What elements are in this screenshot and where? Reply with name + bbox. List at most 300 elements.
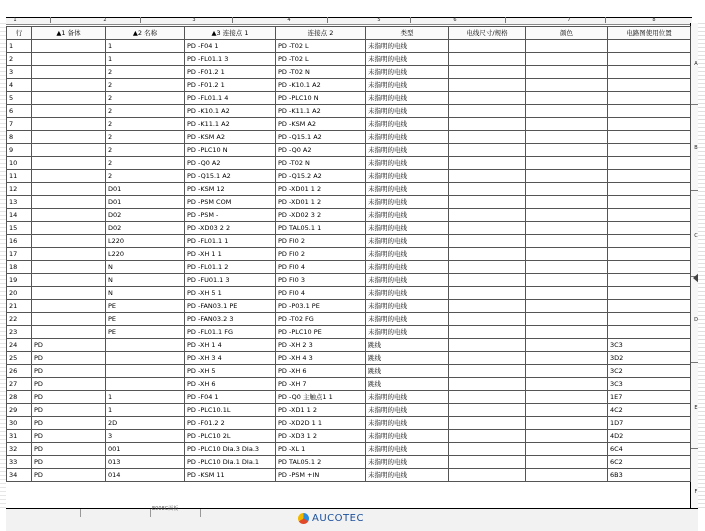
row-number-cell: 27 (7, 378, 32, 391)
table-row[interactable] (7, 430, 691, 443)
wire-list-table (6, 26, 691, 482)
color-cell (526, 417, 608, 430)
row-number-cell: 17 (7, 248, 32, 261)
color-cell (526, 352, 608, 365)
endpoint-1-cell: PD -XH 6 (185, 378, 276, 391)
endpoint-2-cell: PD TAL05.1 2 (276, 456, 366, 469)
table-row[interactable] (7, 391, 691, 404)
row-number-cell: 34 (7, 469, 32, 482)
device-cell (32, 261, 106, 274)
color-cell (526, 300, 608, 313)
device-cell: PD (32, 430, 106, 443)
title-block-label: E008C面板 (152, 506, 179, 512)
row-number-cell: 15 (7, 222, 32, 235)
endpoint-1-cell: PD -F01.2 2 (185, 417, 276, 430)
color-cell (526, 443, 608, 456)
diagram-location-cell (608, 131, 691, 144)
header-diagram-location: 电路图使用位置 (608, 27, 691, 40)
type-cell: 未指明的电线 (366, 430, 449, 443)
wire-size-cell (449, 339, 526, 352)
header-name: ▲2 名称 (106, 27, 185, 40)
row-zone-tick (690, 104, 698, 105)
type-cell: 未指明的电线 (366, 287, 449, 300)
header-endpoint-2: 连接点 2 (276, 27, 366, 40)
endpoint-1-cell: PD -FL01.1 3 (185, 53, 276, 66)
endpoint-1-cell: PD -Q0 A2 (185, 157, 276, 170)
wire-size-cell (449, 430, 526, 443)
endpoint-1-cell: PD -XD03 2 2 (185, 222, 276, 235)
row-number-cell: 10 (7, 157, 32, 170)
name-cell: 014 (106, 469, 185, 482)
name-cell: 2 (106, 157, 185, 170)
name-cell: 2 (106, 92, 185, 105)
row-number-cell: 32 (7, 443, 32, 456)
name-cell: 001 (106, 443, 185, 456)
endpoint-1-cell: PD -F04 1 (185, 40, 276, 53)
name-cell: D01 (106, 196, 185, 209)
endpoint-1-cell: PD -FL01.1 4 (185, 92, 276, 105)
diagram-location-cell (608, 235, 691, 248)
color-cell (526, 79, 608, 92)
name-cell: D01 (106, 183, 185, 196)
wire-size-cell (449, 456, 526, 469)
table-row[interactable] (7, 313, 691, 326)
table-row[interactable] (7, 92, 691, 105)
name-cell: 2 (106, 144, 185, 157)
endpoint-1-cell: PD -PLC10 2L (185, 430, 276, 443)
endpoint-2-cell: PD FI0 3 (276, 274, 366, 287)
table-row[interactable] (7, 40, 691, 53)
row-number-cell: 11 (7, 170, 32, 183)
device-cell (32, 300, 106, 313)
endpoint-1-cell: PD -FU01.1 3 (185, 274, 276, 287)
row-number-cell: 13 (7, 196, 32, 209)
endpoint-2-cell: PD -PSM +IN (276, 469, 366, 482)
name-cell: 2 (106, 105, 185, 118)
color-cell (526, 157, 608, 170)
header-color: 颜色 (526, 27, 608, 40)
type-cell: 未指明的电线 (366, 183, 449, 196)
wire-size-cell (449, 144, 526, 157)
color-cell (526, 274, 608, 287)
device-cell (32, 105, 106, 118)
name-cell (106, 339, 185, 352)
table-row[interactable] (7, 66, 691, 79)
device-cell: PD (32, 365, 106, 378)
endpoint-2-cell: PD -XH 4 3 (276, 352, 366, 365)
type-cell: 未指明的电线 (366, 157, 449, 170)
endpoint-2-cell: PD -T02 N (276, 66, 366, 79)
table-row[interactable] (7, 261, 691, 274)
table-row[interactable] (7, 469, 691, 482)
column-zone-marker: 8 (652, 17, 656, 23)
diagram-location-cell (608, 326, 691, 339)
row-zone-tick (690, 362, 698, 363)
endpoint-2-cell: PD -XD01 1 2 (276, 196, 366, 209)
endpoint-1-cell: PD -PLC10.1L (185, 404, 276, 417)
table-row[interactable] (7, 274, 691, 287)
name-cell: L220 (106, 235, 185, 248)
device-cell (32, 66, 106, 79)
type-cell: 未指明的电线 (366, 274, 449, 287)
diagram-location-cell: 1E7 (608, 391, 691, 404)
type-cell: 未指明的电线 (366, 53, 449, 66)
table-row[interactable] (7, 131, 691, 144)
type-cell: 未指明的电线 (366, 92, 449, 105)
row-number-cell: 19 (7, 274, 32, 287)
type-cell: 未指明的电线 (366, 40, 449, 53)
table-row[interactable] (7, 287, 691, 300)
diagram-location-cell (608, 105, 691, 118)
endpoint-2-cell: PD -XH 7 (276, 378, 366, 391)
row-number-cell: 6 (7, 105, 32, 118)
diagram-location-cell: 4C2 (608, 404, 691, 417)
device-cell (32, 274, 106, 287)
wire-size-cell (449, 365, 526, 378)
endpoint-2-cell: PD -XD3 1 2 (276, 430, 366, 443)
wire-size-cell (449, 443, 526, 456)
endpoint-1-cell: PD -PLC10 N (185, 144, 276, 157)
row-number-cell: 18 (7, 261, 32, 274)
wire-size-cell (449, 261, 526, 274)
table-row[interactable] (7, 144, 691, 157)
row-zone-marker: B (694, 145, 698, 151)
endpoint-2-cell: PD -XH 6 (276, 365, 366, 378)
type-cell: 未指明的电线 (366, 118, 449, 131)
device-cell (32, 118, 106, 131)
device-cell (32, 170, 106, 183)
device-cell (32, 248, 106, 261)
table-row[interactable] (7, 378, 691, 391)
device-cell: PD (32, 456, 106, 469)
endpoint-2-cell: PD -PLC10 N (276, 92, 366, 105)
color-cell (526, 261, 608, 274)
endpoint-2-cell: PD -T02 L (276, 40, 366, 53)
row-number-cell: 4 (7, 79, 32, 92)
diagram-location-cell: 6C2 (608, 456, 691, 469)
color-cell (526, 144, 608, 157)
endpoint-1-cell: PD -PSM COM (185, 196, 276, 209)
row-number-cell: 3 (7, 66, 32, 79)
type-cell: 未指明的电线 (366, 144, 449, 157)
wire-size-cell (449, 157, 526, 170)
endpoint-1-cell: PD -PSM - (185, 209, 276, 222)
diagram-location-cell (608, 261, 691, 274)
diagram-location-cell: 1D7 (608, 417, 691, 430)
diagram-location-cell: 6C4 (608, 443, 691, 456)
table-row[interactable] (7, 196, 691, 209)
type-cell: 跳线 (366, 352, 449, 365)
diagram-location-cell: 3D2 (608, 352, 691, 365)
table-row[interactable] (7, 417, 691, 430)
column-zone-tick (605, 17, 606, 23)
diagram-location-cell (608, 53, 691, 66)
color-cell (526, 287, 608, 300)
diagram-location-cell (608, 300, 691, 313)
type-cell: 未指明的电线 (366, 300, 449, 313)
endpoint-1-cell: PD -KSM A2 (185, 131, 276, 144)
column-zone-marker: 2 (103, 17, 107, 23)
endpoint-1-cell: PD -XH 1 4 (185, 339, 276, 352)
endpoint-1-cell: PD -K11.1 A2 (185, 118, 276, 131)
table-row[interactable] (7, 456, 691, 469)
wire-size-cell (449, 118, 526, 131)
table-row[interactable] (7, 300, 691, 313)
type-cell: 未指明的电线 (366, 222, 449, 235)
row-number-cell: 31 (7, 430, 32, 443)
endpoint-1-cell: PD -KSM 12 (185, 183, 276, 196)
name-cell: 2 (106, 66, 185, 79)
name-cell (106, 352, 185, 365)
wire-size-cell (449, 131, 526, 144)
color-cell (526, 92, 608, 105)
aucotec-logo-icon (298, 513, 309, 524)
color-cell (526, 365, 608, 378)
table-row[interactable] (7, 157, 691, 170)
endpoint-1-cell: PD -K10.1 A2 (185, 105, 276, 118)
color-cell (526, 391, 608, 404)
device-cell (32, 222, 106, 235)
device-cell: PD (32, 378, 106, 391)
device-cell (32, 144, 106, 157)
table-row[interactable] (7, 326, 691, 339)
name-cell: 013 (106, 456, 185, 469)
endpoint-2-cell: PD -Q15.2 A2 (276, 170, 366, 183)
table-row[interactable] (7, 170, 691, 183)
color-cell (526, 469, 608, 482)
device-cell: PD (32, 352, 106, 365)
column-zone-tick (505, 17, 506, 23)
device-cell (32, 40, 106, 53)
endpoint-1-cell: PD -XH 5 (185, 365, 276, 378)
name-cell: 2D (106, 417, 185, 430)
endpoint-2-cell: PD -PLC10 PE (276, 326, 366, 339)
color-cell (526, 430, 608, 443)
type-cell: 未指明的电线 (366, 79, 449, 92)
name-cell: PE (106, 313, 185, 326)
name-cell: 2 (106, 118, 185, 131)
type-cell: 未指明的电线 (366, 105, 449, 118)
aucotec-logo (298, 507, 378, 530)
endpoint-2-cell: PD FI0 2 (276, 235, 366, 248)
endpoint-2-cell: PD FI0 4 (276, 287, 366, 300)
diagram-location-cell: 3C3 (608, 339, 691, 352)
endpoint-1-cell: PD -PLC10 DIa.3 DIa.3 (185, 443, 276, 456)
endpoint-1-cell: PD -PLC10 DIa.1 DIa.1 (185, 456, 276, 469)
name-cell: N (106, 287, 185, 300)
color-cell (526, 209, 608, 222)
type-cell: 未指明的电线 (366, 417, 449, 430)
type-cell: 未指明的电线 (366, 170, 449, 183)
diagram-location-cell (608, 313, 691, 326)
color-cell (526, 118, 608, 131)
row-number-cell: 26 (7, 365, 32, 378)
wire-size-cell (449, 40, 526, 53)
device-cell (32, 131, 106, 144)
name-cell: D02 (106, 222, 185, 235)
type-cell: 未指明的电线 (366, 131, 449, 144)
header-endpoint-1: ▲3 连接点 1 (185, 27, 276, 40)
table-row[interactable] (7, 339, 691, 352)
endpoint-2-cell: PD -T02 L (276, 53, 366, 66)
wire-size-cell (449, 92, 526, 105)
type-cell: 跳线 (366, 339, 449, 352)
table-row[interactable] (7, 404, 691, 417)
row-zone-tick (690, 190, 698, 191)
type-cell: 未指明的电线 (366, 235, 449, 248)
row-zone-marker: F (694, 489, 698, 495)
type-cell: 未指明的电线 (366, 248, 449, 261)
wire-size-cell (449, 248, 526, 261)
color-cell (526, 183, 608, 196)
name-cell: 1 (106, 40, 185, 53)
table-row[interactable] (7, 443, 691, 456)
type-cell: 未指明的电线 (366, 391, 449, 404)
type-cell: 未指明的电线 (366, 313, 449, 326)
row-number-cell: 30 (7, 417, 32, 430)
table-row[interactable] (7, 352, 691, 365)
name-cell: 1 (106, 53, 185, 66)
table-row[interactable] (7, 209, 691, 222)
header-device: ▲1 备体 (32, 27, 106, 40)
diagram-location-cell (608, 170, 691, 183)
name-cell: D02 (106, 209, 185, 222)
endpoint-2-cell: PD -KSM A2 (276, 118, 366, 131)
column-zone-marker: 4 (287, 17, 291, 23)
wire-size-cell (449, 469, 526, 482)
name-cell (106, 378, 185, 391)
wire-size-cell (449, 391, 526, 404)
color-cell (526, 248, 608, 261)
device-cell (32, 287, 106, 300)
row-number-cell: 7 (7, 118, 32, 131)
name-cell: PE (106, 326, 185, 339)
title-block-cell (40, 509, 81, 517)
aucotec-logo-text: AUCOTEC (312, 513, 364, 524)
table-row[interactable] (7, 105, 691, 118)
color-cell (526, 326, 608, 339)
column-zone-tick (410, 17, 411, 23)
table-row[interactable] (7, 118, 691, 131)
device-cell (32, 79, 106, 92)
device-cell (32, 326, 106, 339)
diagram-location-cell (608, 79, 691, 92)
device-cell (32, 183, 106, 196)
device-cell: PD (32, 443, 106, 456)
color-cell (526, 313, 608, 326)
table-row[interactable] (7, 365, 691, 378)
color-cell (526, 40, 608, 53)
wire-size-cell (449, 326, 526, 339)
wire-size-cell (449, 196, 526, 209)
endpoint-1-cell: PD -F01.2 1 (185, 66, 276, 79)
wire-size-cell (449, 300, 526, 313)
wire-size-cell (449, 404, 526, 417)
wire-size-cell (449, 170, 526, 183)
color-cell (526, 66, 608, 79)
device-cell (32, 313, 106, 326)
endpoint-2-cell: PD -XD2D 1 1 (276, 417, 366, 430)
row-zone-marker: E (694, 405, 698, 411)
endpoint-2-cell: PD -XD01 1 2 (276, 183, 366, 196)
row-number-cell: 16 (7, 235, 32, 248)
table-row[interactable] (7, 235, 691, 248)
endpoint-2-cell: PD -XD1 1 2 (276, 404, 366, 417)
diagram-location-cell (608, 118, 691, 131)
table-row[interactable] (7, 79, 691, 92)
wire-size-cell (449, 222, 526, 235)
table-row[interactable] (7, 248, 691, 261)
type-cell: 未指明的电线 (366, 326, 449, 339)
diagram-location-cell (608, 274, 691, 287)
diagram-location-cell: 3C2 (608, 365, 691, 378)
row-number-cell: 1 (7, 40, 32, 53)
wire-size-cell (449, 209, 526, 222)
type-cell: 未指明的电线 (366, 209, 449, 222)
right-grid-margin (698, 23, 705, 510)
endpoint-2-cell: PD -XL 1 (276, 443, 366, 456)
column-zone-tick (50, 17, 51, 23)
column-zone-marker: 5 (377, 17, 381, 23)
type-cell: 未指明的电线 (366, 196, 449, 209)
row-number-cell: 28 (7, 391, 32, 404)
endpoint-2-cell: PD -T02 N (276, 157, 366, 170)
row-number-cell: 14 (7, 209, 32, 222)
name-cell: 2 (106, 79, 185, 92)
table-header-row (7, 27, 691, 40)
table-body (7, 40, 691, 482)
wire-size-cell (449, 235, 526, 248)
endpoint-2-cell: PD TAL05.1 1 (276, 222, 366, 235)
endpoint-1-cell: PD -FAN03.1 PE (185, 300, 276, 313)
wire-size-cell (449, 66, 526, 79)
wire-size-cell (449, 274, 526, 287)
endpoint-1-cell: PD -Q15.1 A2 (185, 170, 276, 183)
endpoint-1-cell: PD -XH 5 1 (185, 287, 276, 300)
type-cell: 未指明的电线 (366, 261, 449, 274)
row-number-cell: 29 (7, 404, 32, 417)
wire-size-cell (449, 417, 526, 430)
color-cell (526, 53, 608, 66)
row-number-cell: 23 (7, 326, 32, 339)
row-number-cell: 5 (7, 92, 32, 105)
name-cell: PE (106, 300, 185, 313)
row-number-cell: 8 (7, 131, 32, 144)
diagram-location-cell (608, 92, 691, 105)
row-number-cell: 21 (7, 300, 32, 313)
name-cell: 3 (106, 430, 185, 443)
device-cell (32, 157, 106, 170)
type-cell: 跳线 (366, 378, 449, 391)
row-number-cell: 33 (7, 456, 32, 469)
table-row[interactable] (7, 53, 691, 66)
wire-size-cell (449, 352, 526, 365)
name-cell: N (106, 261, 185, 274)
color-cell (526, 170, 608, 183)
diagram-location-cell (608, 144, 691, 157)
endpoint-1-cell: PD -FL01.1 1 (185, 235, 276, 248)
title-block-cell (80, 509, 151, 517)
device-cell: PD (32, 404, 106, 417)
type-cell: 未指明的电线 (366, 66, 449, 79)
endpoint-1-cell: PD -FAN03.2 3 (185, 313, 276, 326)
device-cell (32, 92, 106, 105)
table-row[interactable] (7, 183, 691, 196)
endpoint-2-cell: PD -P03.1 PE (276, 300, 366, 313)
table-row[interactable] (7, 222, 691, 235)
diagram-location-cell (608, 196, 691, 209)
endpoint-2-cell: PD -Q15.1 A2 (276, 131, 366, 144)
